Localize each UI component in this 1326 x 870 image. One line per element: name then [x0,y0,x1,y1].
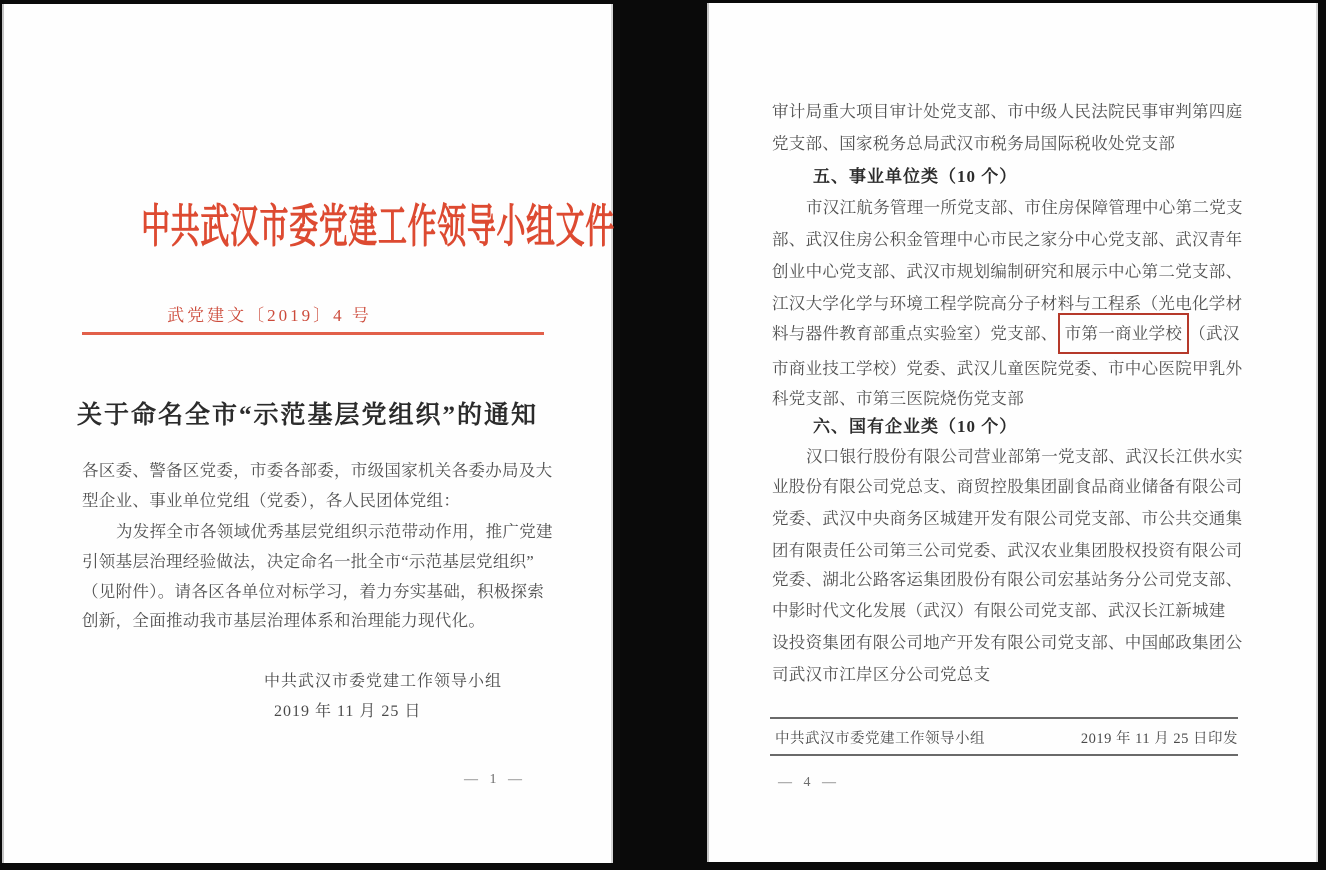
body-line: 团有限责任公司第三公司党委、武汉农业集团股权投资有限公司 [772,541,1243,560]
document-title: 关于命名全市“示范基层党组织”的通知 [76,402,538,429]
colophon-top-rule [770,717,1238,719]
page-number: — 4 — [778,775,840,790]
body-line: 江汉大学化学与环境工程学院高分子材料与工程系（光电化学材 [772,294,1243,313]
body-line: 为发挥全市各领域优秀基层党组织示范带动作用，推广党建 [116,522,553,541]
document-number: 武党建文〔2019〕4 号 [167,306,372,325]
body-line: 引领基层治理经验做法，决定命名一批全市“示范基层党组织” [82,552,535,571]
body-line-with-highlight [772,320,1240,342]
signature-org: 中共武汉市委党建工作领导小组 [264,673,503,690]
body-line: 设投资集团有限公司地产开发有限公司党支部、中国邮政集团公 [772,633,1243,652]
org-title-row [2,190,613,256]
section-heading-5: 五、事业单位类（10 个） [813,167,1018,186]
colophon-org: 中共武汉市委党建工作领导小组 [775,731,985,747]
body-line: 各区委、警备区党委，市委各部委，市级国家机关各委办局及大 [82,461,553,480]
document-page-1 [2,4,613,863]
section-heading-6: 六、国有企业类（10 个） [813,417,1018,436]
red-divider-rule [82,332,544,335]
body-line: 市商业技工学校）党委、武汉儿童医院党委、市中心医院甲乳外 [772,359,1243,378]
body-line: 司武汉市江岸区分公司党总支 [772,665,991,684]
boxed-line-suffix: （武汉 [1189,324,1240,343]
body-line: 型企业、事业单位党组（党委），各人民团体党组： [82,491,461,510]
signature-date: 2019 年 11 月 25 日 [274,703,422,720]
body-line: 科党支部、市第三医院烧伤党支部 [772,389,1024,408]
boxed-line-prefix: 料与器件教育部重点实验室）党支部、 [772,324,1058,343]
body-line: 党委、湖北公路客运集团股份有限公司宏基站务分公司党支部、 [772,570,1243,589]
highlight-red-box: 市第一商业学校 [1058,313,1190,354]
document-page-4 [707,3,1318,862]
colophon-print-date: 2019 年 11 月 25 日印发 [1080,731,1238,747]
body-line: 业股份有限公司党总支、商贸控股集团副食品商业储备有限公司 [772,477,1243,496]
body-line: 创新，全面推动我市基层治理体系和治理能力现代化。 [82,611,486,630]
body-line: 市汉江航务管理一所党支部、市住房保障管理中心第二党支 [806,198,1243,217]
colophon-bottom-rule [770,754,1238,756]
body-line: 审计局重大项目审计处党支部、市中级人民法院民事审判第四庭 [772,102,1243,121]
body-line: 中影时代文化发展（武汉）有限公司党支部、武汉长江新城建 [772,601,1226,620]
body-line: 部、武汉住房公积金管理中心市民之家分中心党支部、武汉青年 [772,230,1243,249]
body-line: 党支部、国家税务总局武汉市税务局国际税收处党支部 [772,134,1176,153]
organization-title: 中共武汉市委党建工作领导小组文件 [141,201,615,252]
body-line: 党委、武汉中央商务区城建开发有限公司党支部、市公共交通集 [772,509,1243,528]
page-number: — 1 — [464,772,526,787]
body-line: 创业中心党支部、武汉市规划编制研究和展示中心第二党支部、 [772,262,1243,281]
body-line: 汉口银行股份有限公司营业部第一党支部、武汉长江供水实 [806,447,1243,466]
body-line: （见附件）。请各区各单位对标学习，着力夯实基础，积极探索 [82,582,545,601]
